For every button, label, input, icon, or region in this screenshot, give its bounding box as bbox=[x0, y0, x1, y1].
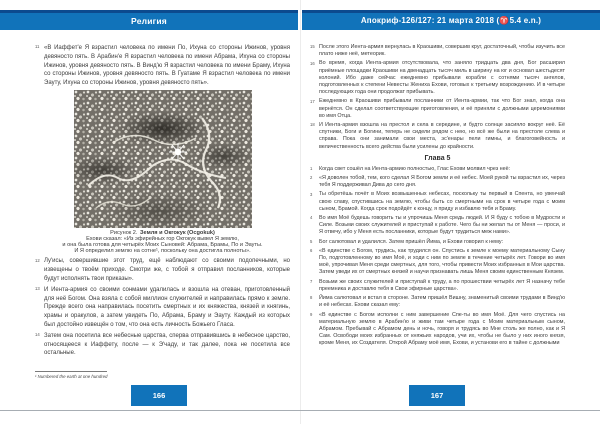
chapter-paragraph-2 bbox=[310, 175, 565, 189]
chapter-paragraph-3 bbox=[310, 191, 565, 213]
figure-caption-line: И Я определил землю на сотне¹, поскольку она достигла полноты». bbox=[74, 248, 251, 255]
paragraph-text: И Иента-армия со своими сонмами удалилась и взошла на отеван, приготовленный для неё Богом. Она взяла с собой миллион служителей и направилась прямо к земле. Прежде всего она направилась посетить смертных и их княжества, князей и княгинь, храмы и оракулов, а затем увидеть По, Абрама, Браму и Эауту. Каждый из которых был достойно извещён о том, что она есть личность Божьего Гласа. bbox=[44, 286, 290, 328]
figure-caption-line: и она была готова для четырёх Моих Сыновей: Абрама, Брамы, По и Эауты. bbox=[62, 242, 263, 249]
paragraph-text: «В единстве с Богом, трудись, как трудился он. Спустись к земле к моему материальному Сыну По, подготовленному во имя Моё, и ходи с ним по земле в течение четырёх лет. Говори во имя моё, упрочивая Меня среди смертных, для того, чтобы привести Моих избранных в Мои царства. Затем уведи их от смертных князей и научи признавать лишь Меня своим единственным Князем. bbox=[319, 247, 565, 276]
paragraph-number: 11 bbox=[35, 44, 40, 50]
paragraph-12 bbox=[35, 257, 290, 283]
paragraph-number: 3 bbox=[310, 191, 313, 197]
paragraph-number: 2 bbox=[310, 175, 313, 181]
paragraph-16 bbox=[310, 60, 565, 96]
figure-caption bbox=[35, 230, 290, 254]
paragraph-number: 15 bbox=[310, 44, 315, 50]
paragraph-text: Затем она посетила все небесные царства, сперва отправившись в небесное царство, относящееся к Иаффету, после — к Э'чаду, и так далее, пока не посетила все остальные. bbox=[44, 332, 290, 357]
footnote-text: ¹ Numbered the earth at one hundred bbox=[35, 373, 108, 379]
paragraph-text: Йима салютовал и встал в стороне. Затем пришёл Вишну, знаменитый своими трудами в Винд'ю и её небесах. Ехови сказал ему: bbox=[319, 295, 565, 309]
paragraph-text: «В Иаффет'е Я взрастил человека по имени По, Ихуна со стороны Ижинов, уровня девяносто пять. В Арабин'е Я взрастил человека по имени Абрама, Ихуна со стороны Ижинов, уровня девяносто пять. В Винд'ю Я взрастил человека по имени Браму, Ихуна со стороны Ижинов, уровня девяносто пять. В Гуатаме Я взрастил человека по имени Эауту, Ихуна со стороны Ижинов, уровня девяносто пять». bbox=[44, 45, 290, 87]
chapter-paragraph-5 bbox=[310, 239, 565, 246]
chapter-paragraph-8 bbox=[310, 295, 565, 309]
figure-name: Земля и Окгокук (Ocgokuk) bbox=[140, 229, 215, 236]
chapter-paragraph-1 bbox=[310, 166, 565, 173]
paragraph-17 bbox=[310, 98, 565, 120]
paragraph-number: 6 bbox=[310, 248, 313, 254]
paragraph-text: И Иента-армия взошла на престол и села в середине, и будто солнце засияло вокруг неё. Её спутники, Боги и Богини, теперь не сидели рядом с нею, но всё же были на престоле слева и справа. Пока они занимали свои места, эс'енары пели гимны, и благоговейность и величественность всего действа были усилены до крайности. bbox=[319, 122, 565, 150]
engraving-image bbox=[74, 90, 252, 228]
paragraph-text: «Я доволен тобой, тем, кого сделал Я Богом земли и её небес. Моей рукой ты взрастил их, через тебя Я поддерживал Дива до сего дня. bbox=[319, 175, 565, 189]
paragraph-text: Возьми же своих служителей и приступай к труду, а по прошествии четырёх лет Я назначу тебе преемника и доставлю тебя в Свои эфирные царства». bbox=[319, 278, 565, 292]
paragraph-text: «В единстве с Богом исполни с ним завершение Спе-ты во имя Моё. Для чего спустись на материальную землю в Арабин'ю и живи там четыре года с Моим материальным сыном, Абрамом. Пребывай с Абрамом день и ночь, говоря и трудясь во Мне столь же полно, как и Я Сам. Освободи моих избранных от княжьих народов, учи их, чтобы не было у них иного князя, кроме Меня, их Создателя. Открой Абраму моё имя, Ехови, и установи его в тайне с должными bbox=[319, 311, 565, 347]
chapter-paragraph-4 bbox=[310, 215, 565, 237]
paragraph-number: 13 bbox=[35, 286, 40, 292]
paragraph-number: 4 bbox=[310, 215, 313, 221]
page-gutter-divider bbox=[300, 0, 301, 424]
left-page-content bbox=[35, 44, 290, 360]
paragraph-number: 1 bbox=[310, 166, 313, 172]
header-band-left bbox=[0, 10, 298, 30]
footnote-area bbox=[35, 371, 290, 379]
paragraph-number: 12 bbox=[35, 257, 40, 263]
paragraph-text: После этого Иента-армия вернулась в Краошиви, совершив круг, достаточный, чтобы изучить все плато ниже неё, метеорик. bbox=[319, 44, 565, 58]
paragraph-text: Во время, когда Иента-армия отсутствовала, что заняло тридцать два дня, Бог расширил приёмные площадки Краошиви на двенадцать тысяч миль в ширину на юг и основал шестьдесят колоний. Ибо даже сейчас ежедневно прибывали корабли с сотнями тысяч ангелов, подготовленных к степени Невесты Жениха Ехови, готовых к третьему возрождению. И в четыре последующих года они продолжат прибывать. bbox=[319, 60, 565, 96]
footnote-rule bbox=[35, 371, 107, 372]
paragraph-14 bbox=[35, 332, 290, 358]
figure-label: Рисунок 2. bbox=[110, 229, 138, 236]
paragraph-text: Ежедневно в Краошиви прибывали посланники от Иента-армии, так что Бог знал, когда она вернётся. Он сделал соответствующие приготовления, и её приняли с должными церемониями во имя Отца. bbox=[319, 98, 565, 119]
paragraph-number: 9 bbox=[310, 311, 313, 317]
paragraph-15 bbox=[310, 44, 565, 58]
paragraph-13 bbox=[35, 286, 290, 330]
section-title: Религия bbox=[131, 16, 167, 26]
paragraph-text: Бог салютовал и удалился. Затем пришёл Йима, и Ехови говорил к нему: bbox=[319, 238, 504, 245]
paragraph-number: 16 bbox=[310, 60, 315, 66]
paragraph-18 bbox=[310, 122, 565, 151]
header-band-right bbox=[302, 10, 600, 30]
chapter-paragraph-6 bbox=[310, 248, 565, 277]
paragraph-number: 17 bbox=[310, 98, 315, 104]
paragraph-number: 8 bbox=[310, 295, 313, 301]
paragraph-number: 18 bbox=[310, 122, 315, 128]
paragraph-number: 5 bbox=[310, 239, 313, 245]
chapter-paragraph-7 bbox=[310, 279, 565, 293]
page-number-right: 167 bbox=[409, 385, 465, 406]
chapter-heading: Глава 5 bbox=[424, 154, 451, 162]
paragraph-number: 7 bbox=[310, 279, 313, 285]
paragraph-11 bbox=[35, 44, 290, 88]
paragraph-text: Во имя Моё будешь говорить ты и упрочишь Меня средь людей. И Я буду с тобою в Мудрости и Силе. Возьми своих служителей и приступай к работе. Чего бы ни желал ты от Меня — проси, и Я отвечу, ибо у Меня есть посланники, которые будут трудиться меж нами». bbox=[319, 215, 565, 236]
journal-title: Апокриф-126/127: 21 марта 2018 (♈5.4 e.n.) bbox=[360, 16, 542, 25]
paragraph-text: Ты обретёшь почёт в Моих возвышенных небесах, поскольку ты первый в Спента, но увенчай свою славу, спустившись на землю, чтобы быть со смертными на срок в четыре года с моим сыном, Брамой. Когда срок подойдёт к концу, я приду и избавлю тебя и Браму. bbox=[319, 191, 565, 212]
paragraph-text: Когда свет сошёл на Иента-армию полностью, Глас Ехови молвил чрез неё: bbox=[319, 165, 511, 172]
chapter-paragraph-9 bbox=[310, 312, 565, 348]
paragraph-text: Лу'исы, совершившие этот труд, ещё наблюдают со своими подопечными, но извещены о твоём приходе. Смотри же, с тобой я отправил посланников, которые будут исполнять твои приказы». bbox=[44, 258, 290, 282]
figure-caption-line: Ехови сказал: «Из эфирейных гор Окгокук вывел Я землю, bbox=[86, 236, 239, 243]
figure bbox=[35, 90, 290, 254]
engraving-snake-lines bbox=[74, 90, 252, 228]
paragraph-number: 14 bbox=[35, 332, 40, 338]
page-number-left: 166 bbox=[131, 385, 187, 406]
footer-rule bbox=[0, 410, 600, 411]
right-page-content bbox=[310, 44, 565, 350]
